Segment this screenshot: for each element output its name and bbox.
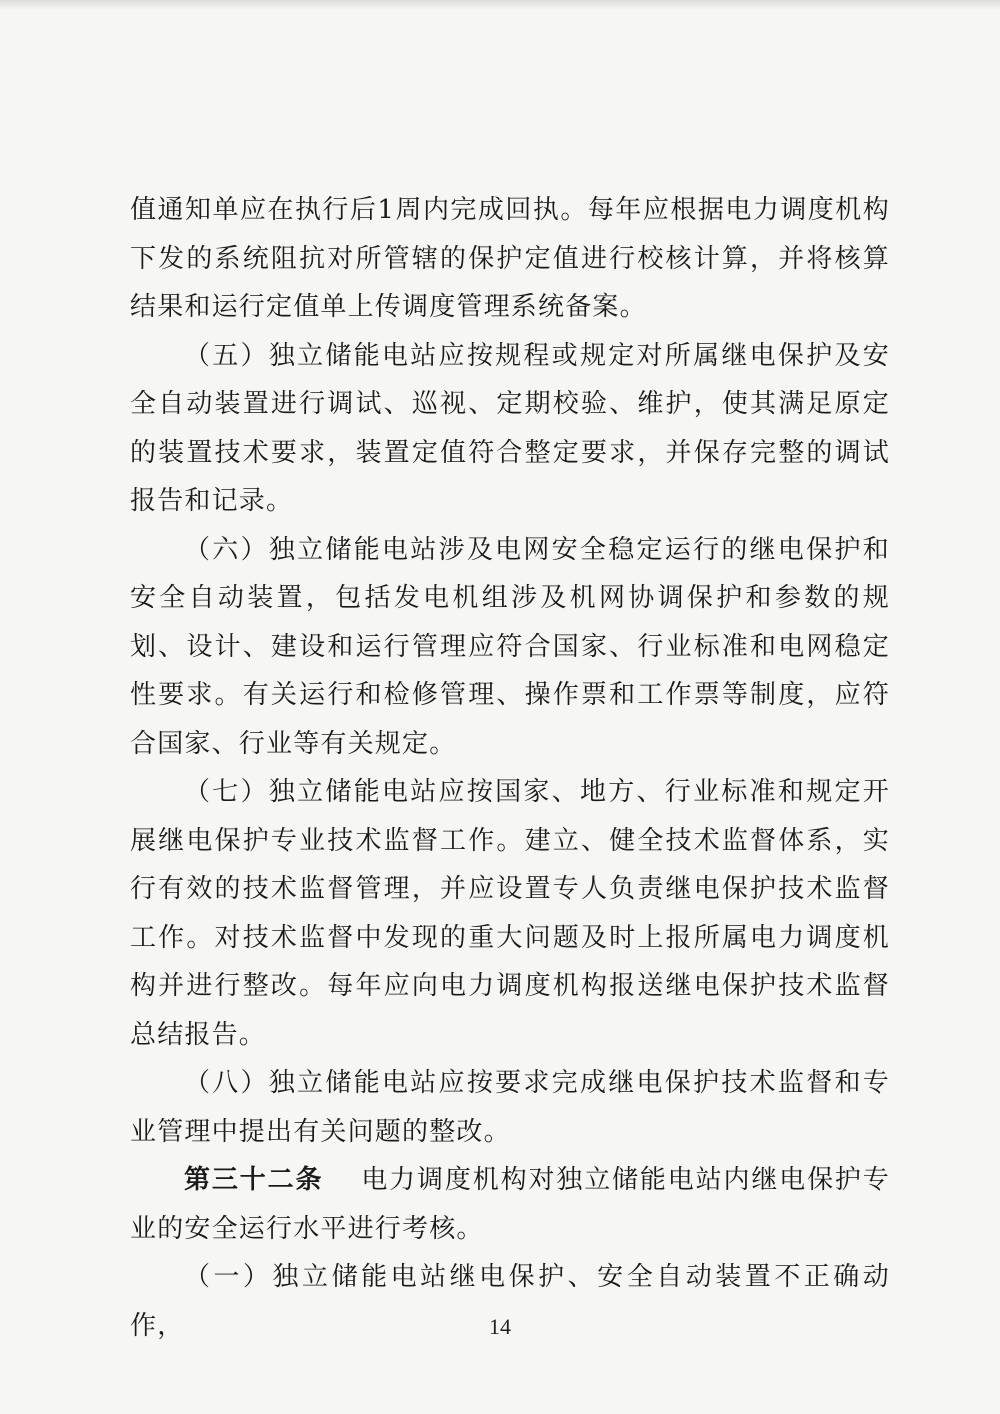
paragraph-item-8: （八）独立储能电站应按要求完成继电保护技术监督和专业管理中提出有关问题的整改。 (130, 1068, 890, 1147)
paragraph-continuation: 值通知单应在执行后1周内完成回执。每年应根据电力调度机构下发的系统阻抗对所管辖的保护定值进行校核计算，并将核算结果和运行定值单上传调度管理系统备案。 (130, 195, 890, 322)
document-body (130, 186, 890, 1350)
page-number: 14 (489, 1314, 511, 1339)
paragraph-item-5: （五）独立储能电站应按规程或规定对所属继电保护及安全自动装置进行调试、巡视、定期校验、维护，使其满足原定的装置技术要求，装置定值符合整定要求，并保存完整的调试报告和记录。 (130, 340, 890, 516)
paragraph-item-7: （七）独立储能电站应按国家、地方、行业标准和规定开展继电保护专业技术监督工作。建立、健全技术监督体系，实行有效的技术监督管理，并应设置专人负责继电保护技术监督工作。对技术监督中发现的重大问题及时上报所属电力调度机构并进行整改。每年应向电力调度机构报送继电保护技术监督总结报告。 (130, 777, 890, 1050)
article-32-heading: 第三十二条 (184, 1165, 324, 1195)
paragraph-item-6: （六）独立储能电站涉及电网安全稳定运行的继电保护和安全自动装置，包括发电机组涉及机网协调保护和参数的规划、设计、建设和运行管理应符合国家、行业标准和电网稳定性要求。有关运行和检修管理、操作票和工作票等制度，应符合国家、行业等有关规定。 (130, 534, 890, 759)
paragraph-article-32-item-1: （一）独立储能电站继电保护、安全自动装置不正确动作， (130, 1262, 890, 1341)
scan-top-edge (0, 0, 1000, 10)
article-32 (130, 1156, 890, 1253)
article-32-text: 电力调度机构对独立储能电站内继电保护专业的安全运行水平进行考核。 (130, 1165, 890, 1244)
